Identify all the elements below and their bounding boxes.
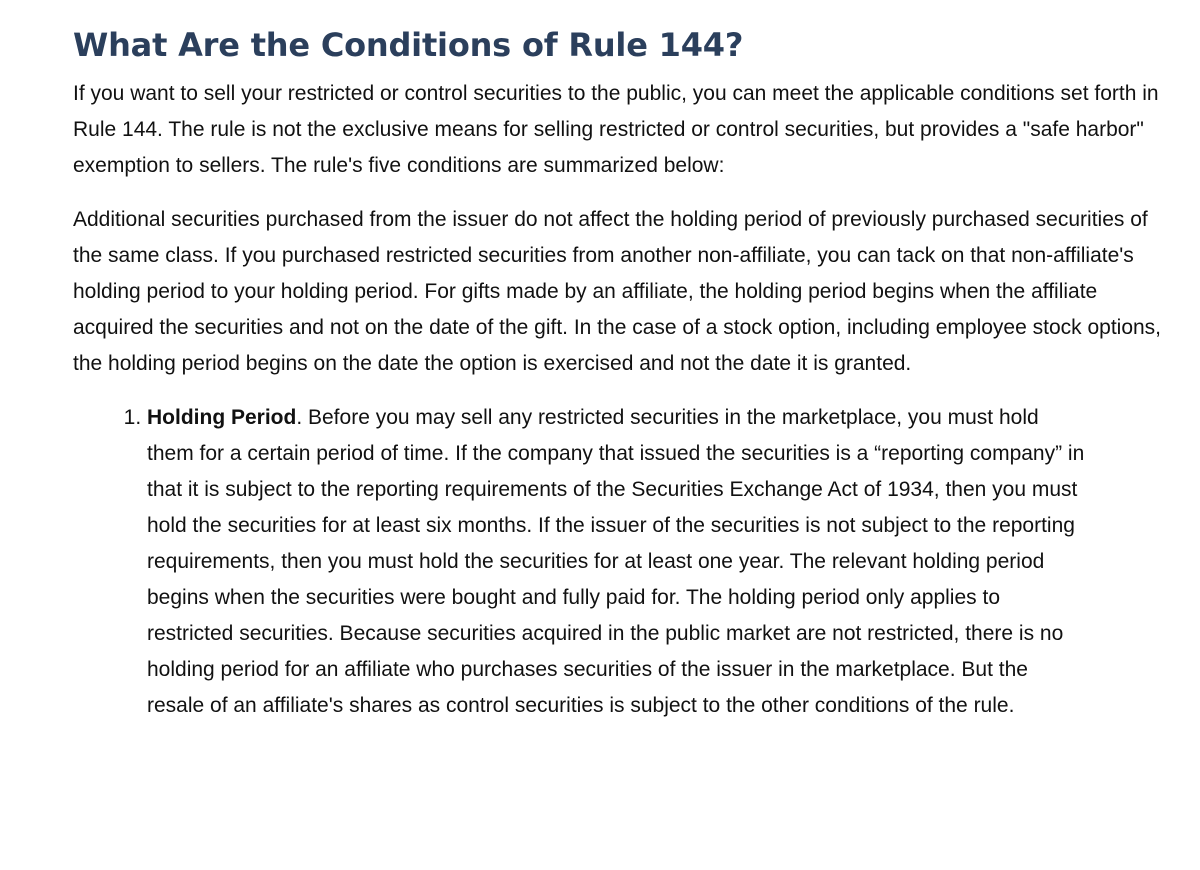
condition-term: Holding Period — [147, 406, 297, 429]
conditions-list — [73, 400, 1087, 724]
intro-paragraph: If you want to sell your restricted or control securities to the public, you can meet the applicable conditions set forth in Rule 144. The rule is not the exclusive means for selling restricted or control securities, but provides a "safe harbor" exemption to sellers. The rule's five conditions are summarized below: — [73, 82, 1159, 177]
list-item — [147, 400, 1087, 724]
section-heading: What Are the Conditions of Rule 144? — [73, 26, 744, 64]
condition-text: . Before you may sell any restricted securities in the marketplace, you must hold them for a certain period of time. If the company that issued the securities is a “reporting company” in that it is subject to the reporting requirements of the Securities Exchange Act of 1934, then you must hold the securities for at least six months. If the issuer of the securities is not subject to the reporting requirements, then you must hold the securities for at least one year. The relevant holding period begins when the securities were bought and fully paid for. The holding period only applies to restricted securities. Because securities acquired in the public market are not restricted, there is no holding period for an affiliate who purchases securities of the issuer in the marketplace. But the resale of an affiliate's shares as control securities is subject to the other conditions of the rule. — [147, 406, 1085, 717]
holding-period-details-paragraph: Additional securities purchased from the issuer do not affect the holding period of previously purchased securities of the same class. If you purchased restricted securities from another non-affiliate, you can tack on that non-affiliate's holding period to your holding period. For gifts made by an affiliate, the holding period begins when the affiliate acquired the securities and not on the date of the gift. In the case of a stock option, including employee stock options, the holding period begins on the date the option is exercised and not the date it is granted. — [73, 208, 1162, 375]
article — [73, 22, 1163, 724]
